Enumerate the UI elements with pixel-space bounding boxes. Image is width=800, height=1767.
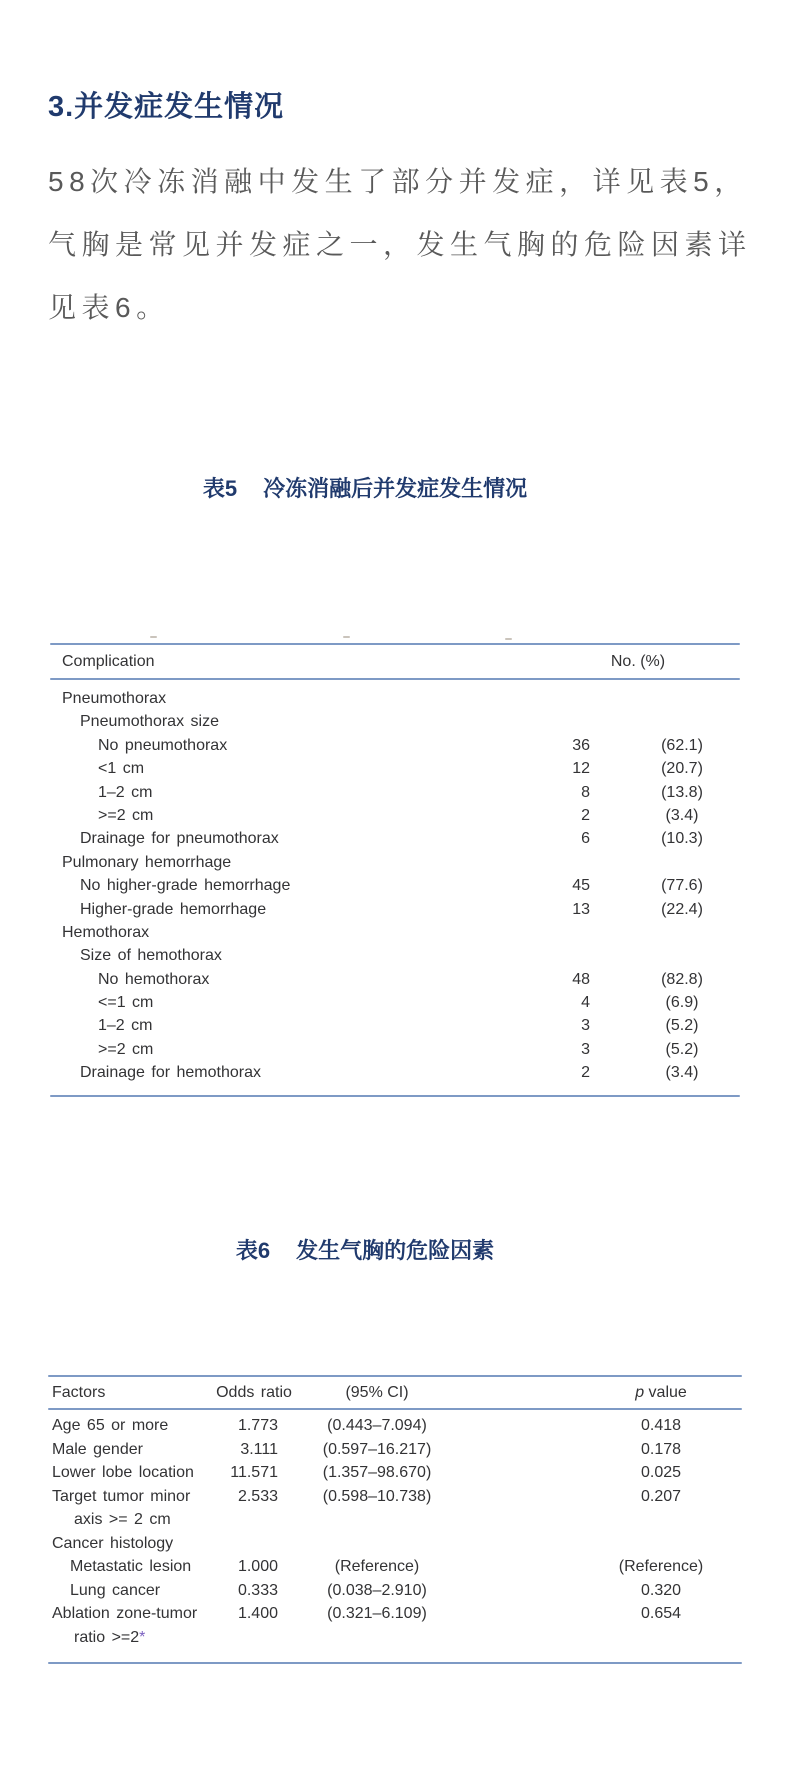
table6-body: [48, 1414, 742, 1649]
scan-artifact: [343, 636, 350, 638]
table6-header-row: [48, 1381, 742, 1405]
table6-header-ci: (95% CI): [345, 1384, 409, 1401]
table5-bottom-rule: [50, 1095, 740, 1097]
table6-header-p-value: p value: [635, 1384, 687, 1401]
table6-caption-title: 发生气胸的危险因素: [296, 1238, 495, 1263]
table6-caption-number: 表6: [235, 1238, 271, 1263]
body-text-line: 58次冷冻消融中发生了部分并发症，详见表5，: [48, 166, 748, 197]
table-row: No higher-grade hemorrhage 45 (77.6): [80, 877, 703, 895]
scan-artifact: [505, 638, 512, 640]
table6-risk-factors: [48, 1375, 742, 1665]
table6-top-rule: [48, 1375, 742, 1377]
table-row: No hemothorax 48 (82.8): [98, 970, 703, 988]
section-heading: 3.并发症发生情况: [48, 91, 285, 123]
table-row: Metastatic lesion 1.000 (Reference) (Reference): [70, 1558, 704, 1575]
table-row: Drainage for hemothorax 2 (3.4): [80, 1064, 699, 1082]
table-row: 1–2 cm 3 (5.2): [98, 1017, 699, 1035]
table-row: <=1 cm 4 (6.9): [98, 994, 699, 1012]
table5-header-rule: [50, 678, 740, 680]
body-text-line: 气胸是常见并发症之一，发生气胸的危险因素详: [48, 229, 752, 260]
table-row: Size of hemothorax: [80, 947, 222, 965]
table-row: axis >= 2 cm: [74, 1511, 171, 1528]
table-row: Lung cancer 0.333 (0.038–2.910) 0.320: [70, 1581, 682, 1599]
table-row: No pneumothorax 36 (62.1): [98, 736, 703, 754]
table-row: ratio >=2*: [74, 1628, 146, 1646]
table5-caption-number: 表5: [202, 476, 238, 501]
table-row: Lower lobe location 11.571 (1.357–98.670) 0.025: [52, 1464, 682, 1481]
table6-header-odds-ratio: Odds ratio: [216, 1384, 292, 1401]
table5-header-row: [50, 650, 740, 674]
table-row: <1 cm 12 (20.7): [98, 760, 703, 778]
table-row: Male gender 3.111 (0.597–16.217) 0.178: [52, 1440, 682, 1458]
table6-header-factors: Factors: [52, 1384, 106, 1401]
footnote-asterisk: *: [139, 1628, 146, 1646]
table-row: Pneumothorax size: [80, 713, 219, 731]
table-row: Higher-grade hemorrhage 13 (22.4): [80, 900, 703, 918]
table6-header-rule: [48, 1408, 742, 1410]
table-row: Age 65 or more 1.773 (0.443–7.094) 0.418: [52, 1417, 682, 1434]
scan-artifact: [150, 636, 157, 638]
table-row: Drainage for pneumothorax 6 (10.3): [80, 830, 703, 848]
table-row: 1–2 cm 8 (13.8): [98, 783, 703, 801]
table-row: Hemothorax: [62, 923, 150, 941]
table6-bottom-rule: [48, 1662, 742, 1664]
table5-header-complication: Complication: [62, 653, 155, 670]
table-row: Ablation zone-tumor 1.400 (0.321–6.109) 0.654: [52, 1605, 682, 1622]
table5-header-no-pct: No. (%): [610, 653, 666, 670]
body-text-line: 见表6。: [48, 292, 170, 323]
table5-complications: [50, 643, 740, 1099]
table5-top-rule: [50, 643, 740, 645]
table6-caption: [0, 1234, 730, 1265]
table-row: Pulmonary hemorrhage: [62, 853, 232, 871]
table-row: Pneumothorax: [62, 690, 167, 707]
table-row: Target tumor minor 2.533 (0.598–10.738) 0.207: [52, 1487, 682, 1505]
table5-caption-title: 冷冻消融后并发症发生情况: [263, 476, 528, 501]
table5-body: [50, 687, 740, 1085]
table5-caption: [0, 472, 730, 503]
table-row: >=2 cm 3 (5.2): [98, 1040, 699, 1058]
body-paragraph: [48, 150, 778, 339]
table-row: >=2 cm 2 (3.4): [98, 806, 699, 824]
table-row: Cancer histology: [52, 1534, 174, 1552]
